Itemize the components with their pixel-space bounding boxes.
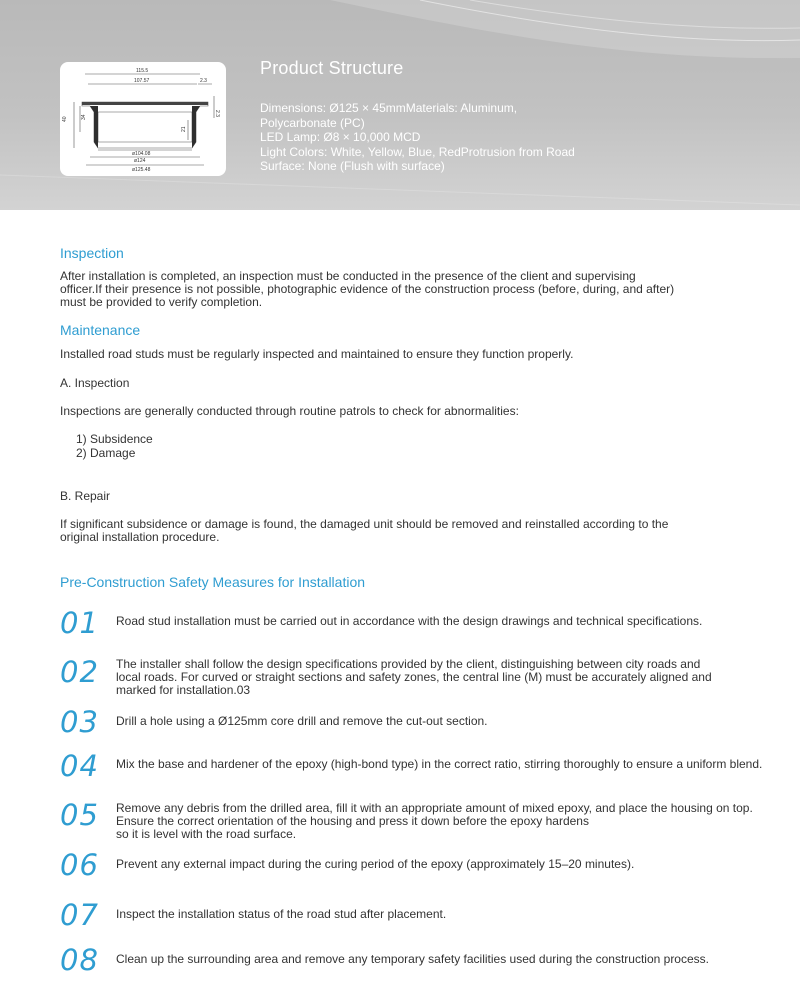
step-line: Mix the base and hardener of the epoxy (high-bond type) in the correct ratio, stirring thoroughly to ensure a uniform blend.	[116, 757, 763, 771]
step-number: 06	[60, 848, 99, 882]
step-item-03	[60, 706, 800, 746]
step-text	[116, 858, 800, 871]
spec-line: Polycarbonate (PC)	[260, 115, 365, 130]
inspection-line: After installation is completed, an inspection must be conducted in the presence of the client and supervising	[60, 269, 636, 283]
inspection-line: officer.If their presence is not possible, photographic evidence of the construction process (before, during, and after)	[60, 282, 675, 296]
maintenance-heading: Maintenance	[60, 322, 141, 338]
maintenance-a-label: A. Inspection	[60, 376, 130, 390]
maintenance-b-label: B. Repair	[60, 489, 111, 503]
maintenance-a-text: Inspections are generally conducted through routine patrols to check for abnormalities:	[60, 404, 519, 418]
step-number: 08	[60, 943, 99, 977]
dim-d3: ø125.48	[132, 167, 151, 173]
inspection-paragraph	[60, 270, 750, 309]
step-line: Inspect the installation status of the road stud after placement.	[116, 907, 447, 921]
dim-side-a: 2.3	[214, 110, 220, 117]
repair-line: If significant subsidence or damage is found, the damaged unit should be removed and reinstalled according to the	[60, 517, 669, 531]
step-item-08	[60, 944, 800, 984]
step-text	[116, 953, 800, 966]
step-text	[116, 658, 800, 697]
list-item: 2) Damage	[76, 446, 136, 460]
step-line: Remove any debris from the drilled area, fill it with an appropriate amount of mixed epoxy, and place the housing on top.	[116, 801, 753, 815]
product-structure-banner	[0, 0, 800, 210]
step-number: 07	[60, 898, 99, 932]
product-structure-specs	[260, 101, 600, 174]
dim-top-width: 115.5	[136, 68, 149, 74]
list-item: 1) Subsidence	[76, 432, 153, 446]
step-text	[116, 615, 800, 628]
step-line: local roads. For curved or straight sections and safety zones, the central line (M) must be accurately aligned and	[116, 670, 712, 684]
step-text	[116, 908, 800, 921]
spec-line: Surface: None (Flush with surface)	[260, 159, 445, 173]
step-number: 05	[60, 798, 99, 832]
step-item-06	[60, 849, 800, 889]
step-item-05	[60, 799, 800, 839]
maintenance-intro: Installed road studs must be regularly inspected and maintained to ensure they function properly.	[60, 347, 574, 361]
spec-line: Dimensions: Ø125 × 45mmMaterials: Aluminum,	[260, 101, 518, 115]
safety-heading: Pre-Construction Safety Measures for Installation	[60, 574, 366, 590]
dim-d1: ø104.08	[132, 151, 151, 157]
dim-depth: 21	[181, 126, 187, 132]
dim-inner-width: 107.57	[134, 78, 150, 84]
step-line: Ensure the correct orientation of the housing and press it down before the epoxy hardens	[116, 814, 589, 828]
step-line: Road stud installation must be carried out in accordance with the design drawings and technical specifications.	[116, 614, 703, 628]
inspection-heading: Inspection	[60, 245, 124, 261]
step-item-07	[60, 899, 800, 939]
dim-height-inner: 34	[81, 114, 87, 120]
step-line: Clean up the surrounding area and remove any temporary safety facilities used during the construction process.	[116, 952, 709, 966]
step-line: marked for installation.03	[116, 683, 251, 697]
technical-drawing-card	[60, 62, 226, 176]
dim-height-left: 40	[62, 116, 68, 122]
step-line: so it is level with the road surface.	[116, 827, 297, 841]
dim-d2: ø124	[134, 158, 146, 164]
step-number: 01	[60, 606, 99, 640]
step-line: Drill a hole using a Ø125mm core drill and remove the cut-out section.	[116, 714, 488, 728]
step-text	[116, 715, 800, 728]
step-item-02	[60, 656, 800, 696]
step-number: 03	[60, 705, 99, 739]
maintenance-item-list	[76, 433, 766, 460]
repair-line: original installation procedure.	[60, 530, 220, 544]
spec-line: Light Colors: White, Yellow, Blue, RedProtrusion from Road	[260, 144, 575, 159]
inspection-line: must be provided to verify completion.	[60, 295, 263, 309]
step-number: 04	[60, 749, 99, 783]
step-line: Prevent any external impact during the curing period of the epoxy (approximately 15–20 minutes).	[116, 857, 635, 871]
step-text	[116, 758, 800, 771]
step-line: The installer shall follow the design specifications provided by the client, distinguishing between city roads and	[116, 657, 701, 671]
step-item-04	[60, 750, 800, 790]
step-number: 02	[60, 655, 99, 689]
dim-lip: 2.3	[200, 78, 207, 84]
step-text	[116, 802, 800, 841]
road-stud-cross-section-drawing	[60, 62, 226, 176]
step-item-01	[60, 607, 800, 647]
spec-line: LED Lamp: Ø8 × 10,000 MCD	[260, 130, 421, 144]
maintenance-b-text	[60, 518, 750, 544]
product-structure-title: Product Structure	[260, 58, 404, 78]
